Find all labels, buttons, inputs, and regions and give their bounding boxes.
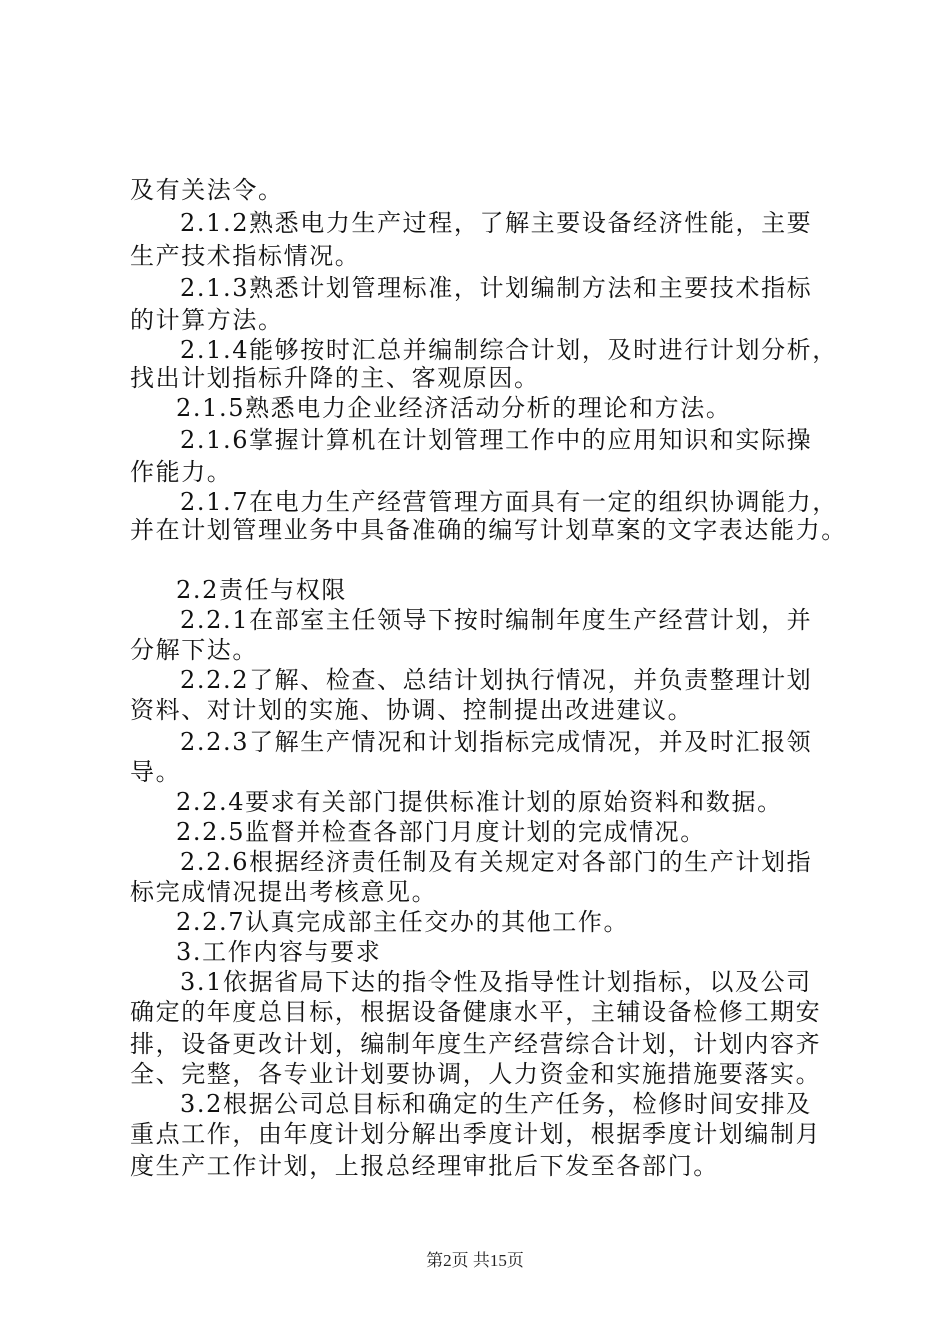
page-footer: 第2页 共15页 (426, 1251, 524, 1270)
text-line: 分解下达。 (130, 636, 258, 664)
text-line: 找出计划指标升降的主、客观原因。 (130, 364, 540, 392)
text-line: 3.1依据省局下达的指令性及指导性计划指标，以及公司 (180, 968, 812, 996)
text-line: 2.1.5熟悉电力企业经济活动分析的理论和方法。 (176, 394, 732, 422)
text-line: 2.2.1在部室主任领导下按时编制年度生产经营计划，并 (180, 606, 813, 634)
text-line: 3.2根据公司总目标和确定的生产任务，检修时间安排及 (180, 1090, 812, 1118)
text-line: 2.1.6掌握计算机在计划管理工作中的应用知识和实际操 (180, 426, 813, 454)
text-line: 2.2.2了解、检查、总结计划执行情况，并负责整理计划 (180, 666, 813, 694)
text-line: 作能力。 (130, 458, 233, 486)
text-line: 生产技术指标情况。 (130, 242, 361, 270)
text-line: 资料、对计划的实施、协调、控制提出改进建议。 (130, 696, 694, 724)
text-line: 的计算方法。 (130, 306, 284, 334)
text-line: 排，设备更改计划，编制年度生产经营综合计划，计划内容齐 (130, 1030, 822, 1058)
text-line: 确定的年度总目标，根据设备健康水平，主辅设备检修工期安 (130, 998, 822, 1026)
text-line: 导。 (130, 758, 182, 786)
text-line: 2.2.3了解生产情况和计划指标完成情况，并及时汇报领 (180, 728, 813, 756)
text-line: 全、完整，各专业计划要协调，人力资金和实施措施要落实。 (130, 1060, 822, 1088)
text-line: 度生产工作计划，上报总经理审批后下发至各部门。 (130, 1152, 719, 1180)
text-line: 2.1.2熟悉电力生产过程，了解主要设备经济性能，主要 (180, 209, 813, 237)
text-line: 及有关法令。 (130, 176, 284, 204)
section-heading: 3.工作内容与要求 (176, 938, 382, 966)
text-line: 重点工作，由年度计划分解出季度计划，根据季度计划编制月 (130, 1120, 822, 1148)
text-line: 2.2.7认真完成部主任交办的其他工作。 (176, 908, 630, 936)
text-line: 2.1.4能够按时汇总并编制综合计划，及时进行计划分析， (180, 336, 838, 364)
text-line: 2.2.6根据经济责任制及有关规定对各部门的生产计划指 (180, 848, 813, 876)
text-line: 2.2.5监督并检查各部门月度计划的完成情况。 (176, 818, 706, 846)
section-heading: 2.2责任与权限 (176, 576, 347, 604)
text-line: 并在计划管理业务中具备准确的编写计划草案的文字表达能力。 (130, 516, 847, 544)
text-line: 2.2.4要求有关部门提供标准计划的原始资料和数据。 (176, 788, 783, 816)
text-line: 标完成情况提出考核意见。 (130, 878, 438, 906)
text-line: 2.1.3熟悉计划管理标准，计划编制方法和主要技术指标 (180, 274, 813, 302)
text-line: 2.1.7在电力生产经营管理方面具有一定的组织协调能力， (180, 488, 838, 516)
